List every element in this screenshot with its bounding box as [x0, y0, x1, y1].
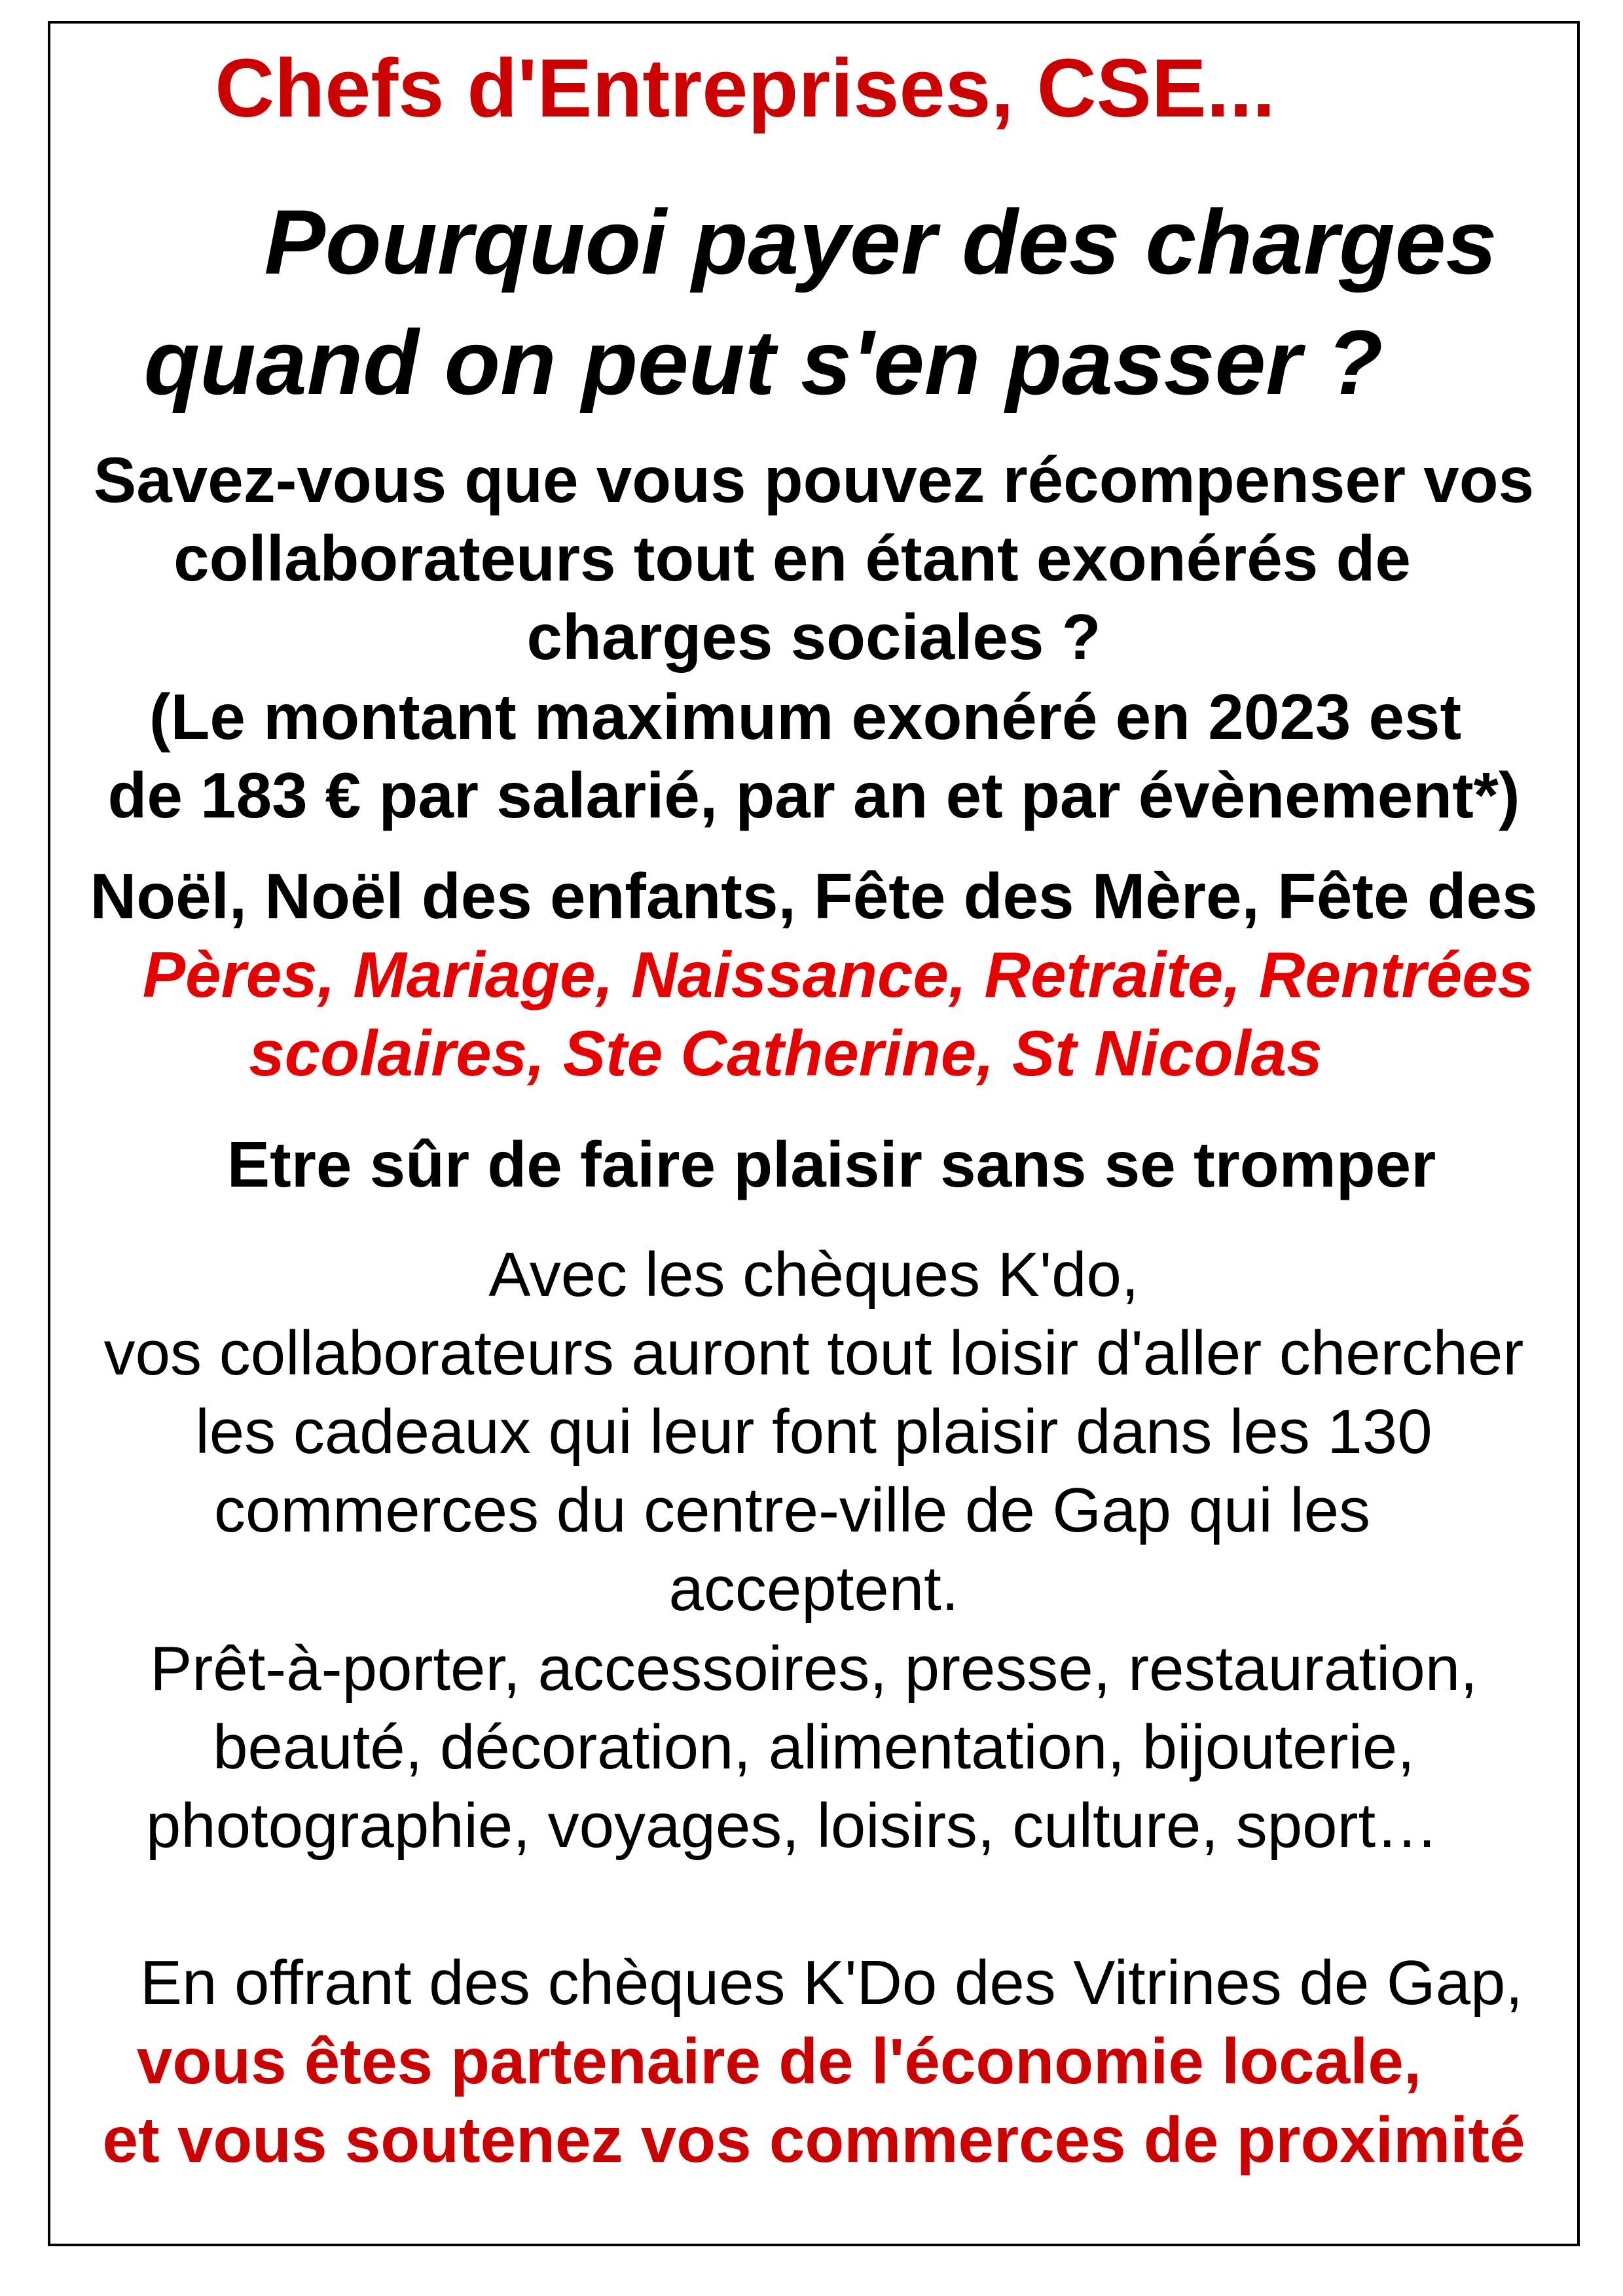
closing-line-3: et vous soutenez vos commerces de proximité	[102, 2104, 1525, 2176]
intro-line-2: collaborateurs tout en étant exonérés de	[173, 522, 1411, 594]
closing-line-1: En offrant des chèques K'Do des Vitrines de Gap,	[139, 1948, 1523, 2018]
page-title: Chefs d'Entreprises, CSE...	[215, 42, 1275, 134]
description-line-8: photographie, voyages, loisirs, culture, sport…	[145, 1791, 1439, 1861]
description-line-5: acceptent.	[668, 1554, 959, 1624]
closing-line-2: vous êtes partenaire de l'économie locale,	[136, 2025, 1422, 2097]
events-line-2: Pères, Mariage, Naissance, Retraite, Rentrées	[142, 939, 1534, 1011]
description-line-4: commerces du centre-ville de Gap qui les	[213, 1475, 1371, 1545]
description-line-3: les cadeaux qui leur font plaisir dans les 130	[195, 1397, 1432, 1467]
question-line-1: Pourquoi payer des charges	[264, 190, 1497, 293]
intro-line-4: (Le montant maximum exonéré en 2023 est	[149, 681, 1462, 753]
question-line-2: quand on peut s'en passer ?	[143, 311, 1383, 414]
description-line-2: vos collaborateurs auront tout loisir d'aller chercher	[103, 1318, 1524, 1388]
description-line-1: Avec les chèques K'do,	[488, 1240, 1139, 1310]
events-line-3: scolaires, Ste Catherine, St Nicolas	[249, 1017, 1322, 1089]
intro-line-1: Savez-vous que vous pouvez récompenser vos	[93, 444, 1535, 516]
intro-line-5: de 183 € par salarié, par an et par évènement*)	[107, 759, 1520, 831]
intro-line-3: charges sociales ?	[526, 601, 1101, 673]
description-line-7: beauté, décoration, alimentation, bijouterie,	[213, 1712, 1415, 1782]
tagline: Etre sûr de faire plaisir sans se tromper	[227, 1128, 1436, 1200]
description-line-6: Prêt-à-porter, accessoires, presse, restauration,	[150, 1634, 1478, 1704]
events-line-1: Noël, Noël des enfants, Fête des Mère, Fête des	[90, 860, 1538, 932]
